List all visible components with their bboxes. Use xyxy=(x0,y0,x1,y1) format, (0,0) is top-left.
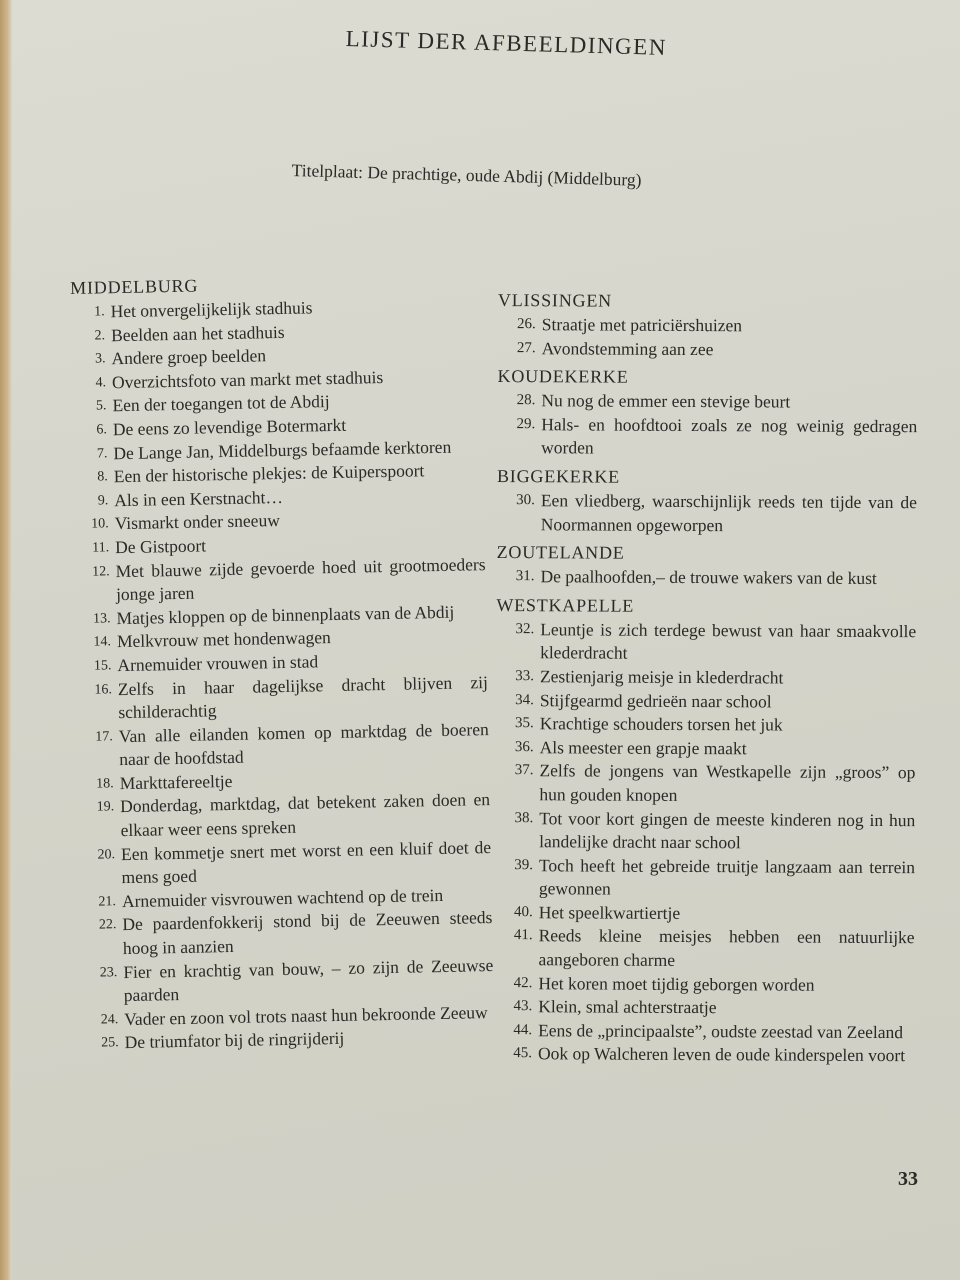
item-caption: Reeds kleine meisjes hebben een natuurlijke aangeboren charme xyxy=(538,925,915,970)
page-number: 33 xyxy=(898,1168,918,1190)
list-item xyxy=(497,489,917,538)
section-biggekerke xyxy=(497,466,917,538)
item-caption: Avondstemming aan zee xyxy=(541,337,714,359)
item-number: 45. xyxy=(513,1045,533,1062)
frontispiece-caption: Titelplaat: De prachtige, oude Abdij (Middelburg) xyxy=(291,160,642,190)
section-title: VLISSINGEN xyxy=(497,290,612,311)
list-item xyxy=(81,836,492,891)
item-number: 21. xyxy=(98,894,117,910)
illustration-list xyxy=(498,313,918,362)
list-item xyxy=(496,736,916,762)
item-number: 11. xyxy=(92,540,110,556)
item-number: 28. xyxy=(516,392,536,409)
item-number: 42. xyxy=(513,974,533,991)
item-number: 18. xyxy=(96,776,114,792)
item-number: 40. xyxy=(513,903,533,921)
item-number: 8. xyxy=(97,469,108,485)
item-caption: Een der historische plekjes: de Kuiperspoort xyxy=(113,460,425,487)
item-number: 26. xyxy=(517,316,536,333)
page-heading: LIJST DER AFBEELDINGEN xyxy=(345,26,668,60)
list-item xyxy=(496,565,916,591)
right-column xyxy=(494,290,918,1068)
item-caption: Zelfs de jongens van Westkapelle zijn „groos” op hun gouden knopen xyxy=(539,760,916,805)
left-column xyxy=(70,270,495,1056)
item-number: 20. xyxy=(97,846,116,863)
item-number: 4. xyxy=(95,375,107,391)
item-number: 35. xyxy=(514,715,534,732)
section-westkapelle xyxy=(494,595,916,1068)
item-caption: Overzichtsfoto van markt met stadhuis xyxy=(111,366,384,392)
item-caption: Tot voor kort gingen de meeste kinderen nog in hun landelijke dracht naar school xyxy=(539,807,916,853)
item-caption: Vader en zoon vol trots naast hun bekroonde Zeeuw xyxy=(124,1001,488,1029)
item-caption: Beelden aan het stadhuis xyxy=(110,321,285,345)
list-item xyxy=(494,972,914,998)
section-title: ZOUTELANDE xyxy=(496,542,625,563)
item-caption: Met blauwe zijde gevoerde hoed uit grootmoeders jonge jaren xyxy=(115,553,486,605)
item-number: 39. xyxy=(514,856,534,873)
list-item xyxy=(494,995,914,1021)
section-middelburg xyxy=(70,270,495,1056)
item-caption: De eens zo levendige Botermarkt xyxy=(112,414,347,440)
list-item xyxy=(496,689,916,715)
item-number: 15. xyxy=(93,658,112,674)
item-number: 23. xyxy=(99,964,118,981)
list-item xyxy=(497,413,917,462)
item-caption: Eens de „principaalste”, oudste zeestad van Zeeland xyxy=(538,1020,904,1042)
item-caption: Andere groep beelden xyxy=(111,345,267,369)
list-item xyxy=(83,954,494,1009)
item-number: 44. xyxy=(513,1021,533,1039)
item-caption: Hals- en hoofdtooi zoals ze nog weinig gedragen worden xyxy=(541,414,918,458)
item-caption: De paardenfokkerij stond bij de Zeeuwen steeds hoog in aanzien xyxy=(122,907,493,959)
list-item xyxy=(80,789,491,844)
item-number: 2. xyxy=(94,327,106,344)
item-number: 27. xyxy=(516,339,536,356)
item-number: 13. xyxy=(92,611,111,627)
book-spine-edge xyxy=(0,0,12,1280)
list-item xyxy=(495,901,915,927)
item-caption: Leuntje is zich terdege bewust van haar smaakvolle klederdracht xyxy=(540,618,917,664)
illustration-list xyxy=(497,489,917,538)
item-caption: De paalhoofden,– de trouwe wakers van de kust xyxy=(540,566,877,589)
item-caption: Klein, smal achterstraatje xyxy=(538,996,717,1018)
list-item xyxy=(79,718,490,773)
list-item xyxy=(495,854,915,903)
item-caption: Krachtige schouders torsen het juk xyxy=(539,713,783,735)
item-number: 29. xyxy=(516,415,536,432)
item-caption: Donderdag, marktdag, dat betekent zaken doen en elkaar weer eens spreken xyxy=(119,789,491,841)
item-caption: Zelfs in haar dagelijkse dracht blijven zij schilderachtig xyxy=(117,671,489,723)
list-item xyxy=(494,1019,914,1045)
illustration-list xyxy=(497,389,917,462)
item-caption: Matjes kloppen op de binnenplaats van de Abdij xyxy=(116,601,455,628)
item-caption: Een kommetje snert met worst en een kluif doet de mens goed xyxy=(120,836,492,888)
item-number: 6. xyxy=(96,422,108,438)
item-number: 14. xyxy=(93,634,112,650)
list-item xyxy=(496,665,916,691)
item-number: 1. xyxy=(94,304,105,320)
book-page xyxy=(12,0,960,1280)
item-number: 33. xyxy=(515,668,535,685)
item-number: 34. xyxy=(515,691,534,708)
list-item xyxy=(494,1042,914,1068)
section-title: BIGGEKERKE xyxy=(496,465,621,487)
list-item xyxy=(498,337,918,363)
item-caption: Markttafereeltje xyxy=(119,770,233,794)
illustration-list xyxy=(496,565,916,591)
item-caption: Als meester een grapje maakt xyxy=(539,736,747,759)
item-caption: Fier en krachtig van bouw, – zo zijn de Zeeuwse paarden xyxy=(123,954,494,1006)
item-caption: Van alle eilanden komen op marktdag de boeren naar de hoofdstad xyxy=(118,718,489,770)
item-caption: Arnemuider visvrouwen wachtend op de trein xyxy=(121,884,444,911)
item-caption: Vismarkt onder sneeuw xyxy=(114,510,281,534)
list-item xyxy=(75,553,486,608)
section-title: MIDDELBURG xyxy=(70,275,199,298)
item-number: 19. xyxy=(96,799,115,816)
item-caption: De Gistpoort xyxy=(114,535,207,558)
item-caption: Toch heeft het gebreide truitje langzaam aan terrein gewonnen xyxy=(538,854,916,899)
list-item xyxy=(494,924,914,973)
item-number: 30. xyxy=(516,492,535,509)
item-number: 41. xyxy=(513,927,533,944)
item-number: 37. xyxy=(514,762,534,779)
item-number: 7. xyxy=(96,445,108,462)
item-number: 24. xyxy=(100,1012,119,1028)
item-number: 32. xyxy=(515,620,535,637)
item-number: 17. xyxy=(95,728,113,745)
item-number: 5. xyxy=(95,398,107,414)
item-number: 3. xyxy=(94,351,106,367)
illustration-list xyxy=(494,618,916,1068)
illustration-list xyxy=(70,293,494,1056)
list-item xyxy=(82,906,493,961)
item-number: 31. xyxy=(515,568,535,585)
item-caption: Een vliedberg, waarschijnlijk reeds ten tijde van de Noormannen opgeworpen xyxy=(540,490,917,535)
item-caption: Als in een Kerstnacht… xyxy=(114,486,284,510)
item-number: 22. xyxy=(98,917,117,933)
item-caption: Straatje met patriciërshuizen xyxy=(541,314,743,336)
list-item xyxy=(496,712,916,738)
item-caption: Arnemuider vrouwen in stad xyxy=(117,651,319,676)
section-title: KOUDEKERKE xyxy=(497,366,629,387)
list-item xyxy=(497,389,917,415)
item-caption: De triumfator bij de ringrijderij xyxy=(124,1028,345,1053)
item-caption: Het onvergelijkelijk stadhuis xyxy=(110,297,313,322)
section-vlissingen xyxy=(498,290,918,362)
item-number: 25. xyxy=(101,1035,119,1051)
item-caption: Het koren moet tijdig geborgen worden xyxy=(538,972,815,995)
item-caption: De Lange Jan, Middelburgs befaamde kerktoren xyxy=(113,436,452,463)
list-item xyxy=(496,618,916,667)
list-item xyxy=(495,759,915,808)
list-item xyxy=(498,313,918,339)
item-number: 12. xyxy=(91,563,110,580)
item-caption: Het speelkwartiertje xyxy=(538,902,681,923)
item-caption: Melkvrouw met hondenwagen xyxy=(116,627,331,652)
item-caption: Stijfgearmd gedrieën naar school xyxy=(539,689,772,711)
item-number: 43. xyxy=(513,998,533,1015)
item-number: 10. xyxy=(91,516,109,532)
item-caption: Ook op Walcheren leven de oude kinderspelen voort xyxy=(537,1043,906,1066)
list-item xyxy=(78,671,489,726)
item-number: 36. xyxy=(514,738,534,755)
item-number: 9. xyxy=(97,493,109,509)
item-caption: Zestienjarig meisje in klederdracht xyxy=(539,666,784,688)
list-item xyxy=(495,806,915,855)
section-koudekerke xyxy=(497,366,917,462)
item-number: 38. xyxy=(514,809,534,826)
item-caption: Een der toegangen tot de Abdij xyxy=(112,391,330,416)
item-caption: Nu nog de emmer een stevige beurt xyxy=(541,390,791,412)
section-zoutelande xyxy=(496,542,916,591)
item-number: 16. xyxy=(94,681,113,698)
section-title: WESTKAPELLE xyxy=(496,594,635,616)
